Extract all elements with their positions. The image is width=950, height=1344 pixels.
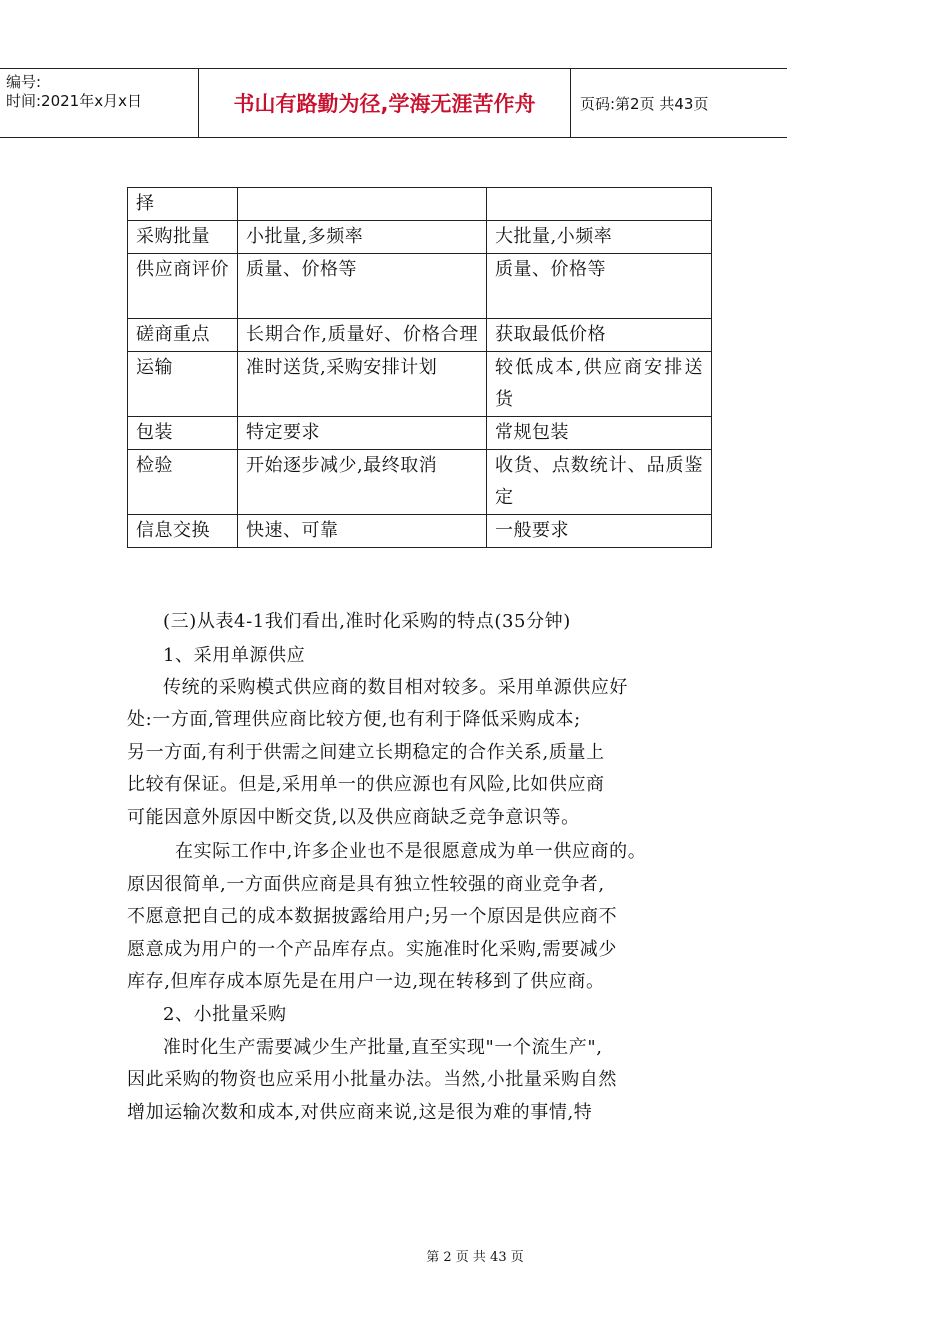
- table-cell: [487, 188, 712, 221]
- page-footer: 第 2 页 共 43 页: [426, 1250, 524, 1265]
- table-cell: 择: [128, 188, 238, 221]
- paragraph-line: 可能因意外原因中断交货,以及供应商缺乏竞争意识等。: [127, 807, 580, 828]
- item-title-1: 1、采用单源供应: [163, 645, 306, 666]
- table-row: [128, 352, 712, 417]
- table-cell: 质量、价格等: [238, 254, 487, 319]
- table-cell: 收货、点数统计、品质鉴定: [487, 450, 712, 515]
- table-cell: 信息交换: [128, 515, 238, 548]
- table-cell: 磋商重点: [128, 319, 238, 352]
- code-label: 编号:: [6, 73, 42, 91]
- table-cell: 准时送货,采购安排计划: [238, 352, 487, 417]
- table-row: [128, 319, 712, 352]
- table-cell: 较低成本,供应商安排送货: [487, 352, 712, 417]
- paragraph-line: 传统的采购模式供应商的数目相对较多。采用单源供应好: [163, 677, 628, 698]
- table-cell: 质量、价格等: [487, 254, 712, 319]
- header-motto: 书山有路勤为径,学海无涯苦作舟: [199, 69, 571, 137]
- paragraph-line: 另一方面,有利于供需之间建立长期稳定的合作关系,质量上: [127, 742, 605, 763]
- table-cell: 采购批量: [128, 221, 238, 254]
- table-row: [128, 188, 712, 221]
- table-cell: 长期合作,质量好、价格合理: [238, 319, 487, 352]
- table-cell: 一般要求: [487, 515, 712, 548]
- table-row: [128, 417, 712, 450]
- table-cell: 大批量,小频率: [487, 221, 712, 254]
- table-cell: 常规包装: [487, 417, 712, 450]
- item-title-2: 2、小批量采购: [163, 1004, 287, 1025]
- paragraph-line: 增加运输次数和成本,对供应商来说,这是很为难的事情,特: [127, 1102, 593, 1123]
- paragraph-line: 处:一方面,管理供应商比较方便,也有利于降低采购成本;: [127, 709, 581, 730]
- paragraph-line: 库存,但库存成本原先是在用户一边,现在转移到了供应商。: [127, 971, 605, 992]
- table-row: [128, 450, 712, 515]
- table-cell: 运输: [128, 352, 238, 417]
- table-cell: 快速、可靠: [238, 515, 487, 548]
- table-cell: 小批量,多频率: [238, 221, 487, 254]
- header-meta: [0, 69, 199, 137]
- date-label: 时间:2021年x月x日: [6, 92, 142, 110]
- paragraph-line: 因此采购的物资也应采用小批量办法。当然,小批量采购自然: [127, 1069, 617, 1090]
- paragraph-line: 准时化生产需要减少生产批量,直至实现"一个流生产",: [163, 1037, 603, 1058]
- table-row: [128, 515, 712, 548]
- page-header: [0, 68, 787, 138]
- header-page-label: 页码:第2页 共43页: [580, 94, 709, 113]
- table-cell: 包装: [128, 417, 238, 450]
- table-cell: 获取最低价格: [487, 319, 712, 352]
- paragraph-line: 原因很简单,一方面供应商是具有独立性较强的商业竞争者,: [127, 874, 605, 895]
- table-cell: 开始逐步减少,最终取消: [238, 450, 487, 515]
- table-row: [128, 221, 712, 254]
- comparison-table: [127, 187, 712, 548]
- table-cell: 供应商评价: [128, 254, 238, 319]
- section-heading: (三)从表4-1我们看出,准时化采购的特点(35分钟): [163, 611, 571, 632]
- paragraph-line: 比较有保证。但是,采用单一的供应源也有风险,比如供应商: [127, 774, 605, 795]
- paragraph-line: 愿意成为用户的一个产品库存点。实施准时化采购,需要减少: [127, 939, 617, 960]
- paragraph-line: 在实际工作中,许多企业也不是很愿意成为单一供应商的。: [175, 841, 647, 862]
- paragraph-line: 不愿意把自己的成本数据披露给用户;另一个原因是供应商不: [127, 906, 618, 927]
- table-cell: 特定要求: [238, 417, 487, 450]
- table-row: [128, 254, 712, 319]
- table-cell: [238, 188, 487, 221]
- table-cell: 检验: [128, 450, 238, 515]
